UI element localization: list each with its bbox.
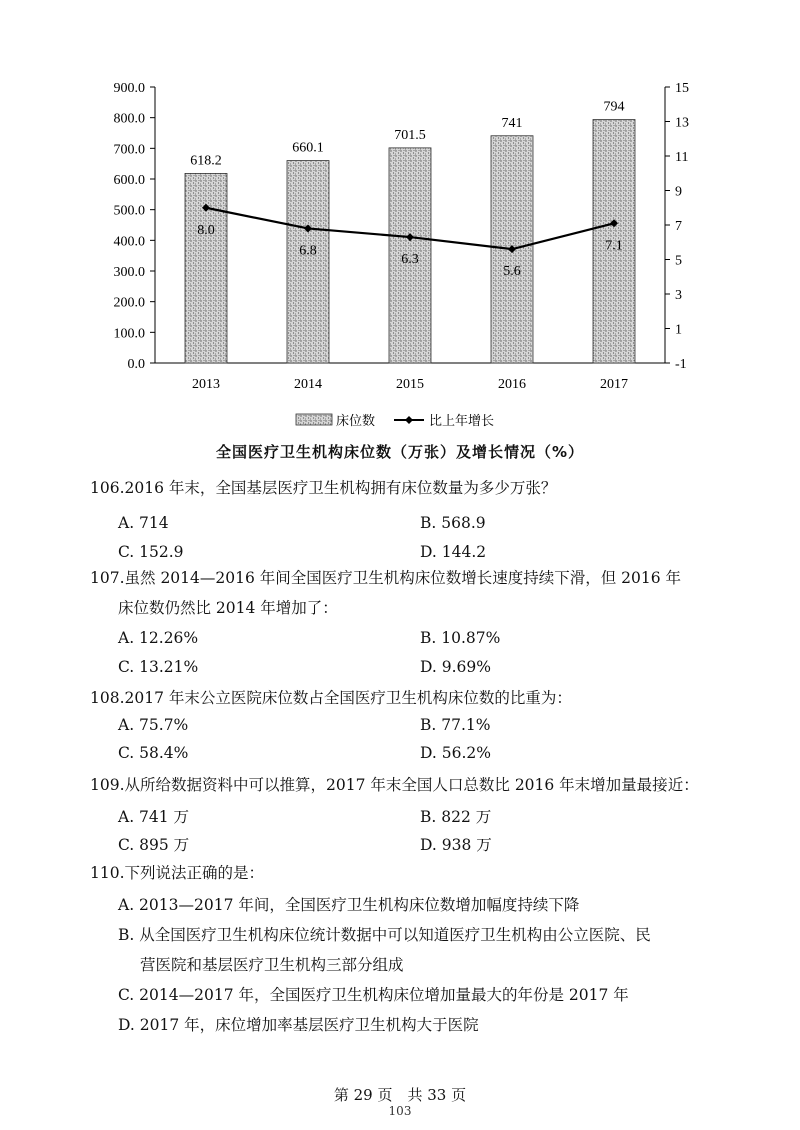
y-left-tick-label: 400.0 [113, 234, 145, 250]
growth-value-label: 7.1 [605, 238, 623, 254]
question-text: 109.从所给数据资料中可以推算，2017 年末全国人口总数比 2016 年末增加量最接近： [90, 776, 699, 794]
bed-count-chart [0, 0, 800, 440]
question-text: 110.下列说法正确的是： [90, 864, 265, 882]
growth-value-label: 6.8 [299, 243, 317, 259]
option-b[interactable]: B. 568.9 [420, 514, 486, 532]
option-b[interactable]: B. 822 万 [420, 808, 492, 826]
option-a[interactable]: A. 714 [118, 514, 169, 532]
question-109 [90, 770, 730, 800]
option-a[interactable]: A. 12.26% [118, 629, 199, 647]
bar-value-label: 794 [603, 99, 625, 115]
option-c[interactable]: C. 2014—2017 年，全国医疗卫生机构床位增加量最大的年份是 2017 年 [118, 986, 629, 1004]
y-left-tick-label: 900.0 [113, 81, 145, 96]
y-left-tick-label: 300.0 [113, 265, 145, 280]
y-left-tick-label: 700.0 [113, 142, 145, 158]
option-c[interactable]: C. 895 万 [118, 836, 190, 854]
bar-value-label: 741 [501, 115, 523, 131]
option-b[interactable]: B. 从全国医疗卫生机构床位统计数据中可以知道医疗卫生机构由公立医院、民 [118, 926, 651, 944]
option-c[interactable]: C. 13.21% [118, 658, 199, 676]
question-106 [90, 473, 730, 503]
x-tick-label: 2016 [498, 377, 526, 392]
question-108 [90, 683, 730, 713]
option-a[interactable]: A. 741 万 [118, 808, 190, 826]
question-text: 106.2016 年末，全国基层医疗卫生机构拥有床位数量为多少万张？ [90, 479, 557, 497]
option-a[interactable]: A. 75.7% [118, 716, 189, 734]
x-tick-label: 2017 [600, 377, 628, 392]
option-b[interactable]: B. 10.87% [420, 629, 501, 647]
growth-value-label: 5.6 [503, 264, 521, 280]
y-right-tick-label: 9 [675, 184, 682, 200]
y-right-tick-label: 1 [675, 322, 682, 338]
question-text: 108.2017 年末公立医院床位数占全国医疗卫生机构床位数的比重为： [90, 689, 572, 707]
y-left-tick-label: 0.0 [127, 357, 145, 372]
growth-value-label: 8.0 [197, 222, 215, 238]
option-b-cont: 营医院和基层医疗卫生机构三部分组成 [140, 956, 404, 974]
legend-line-label: 比上年增长 [429, 414, 495, 429]
option-d[interactable]: D. 9.69% [420, 658, 491, 676]
chart-area [0, 0, 800, 440]
question-text: 107.虽然 2014—2016 年间全国医疗卫生机构床位数增长速度持续下滑，但 2016 年 [90, 569, 682, 587]
option-d[interactable]: D. 938 万 [420, 836, 492, 854]
y-right-tick-label: -1 [675, 357, 687, 372]
y-right-tick-label: 7 [675, 219, 682, 234]
legend-bar-label: 床位数 [336, 414, 376, 429]
page-number: 103 [388, 1104, 412, 1118]
bar [287, 161, 329, 363]
option-d[interactable]: D. 56.2% [420, 744, 491, 762]
option-d[interactable]: D. 2017 年，床位增加率基层医疗卫生机构大于医院 [118, 1016, 479, 1034]
y-left-tick-label: 800.0 [113, 111, 145, 127]
page-footer: 第 29 页 共 33 页 [333, 1086, 467, 1104]
option-a[interactable]: A. 2013—2017 年间，全国医疗卫生机构床位数增加幅度持续下降 [118, 896, 580, 914]
y-right-tick-label: 5 [675, 253, 682, 269]
y-right-tick-label: 3 [675, 288, 682, 303]
y-right-tick-label: 11 [675, 150, 689, 165]
option-c[interactable]: C. 152.9 [118, 543, 184, 561]
chart-title: 全国医疗卫生机构床位数（万张）及增长情况（%） [215, 443, 585, 461]
bar-value-label: 618.2 [190, 153, 222, 169]
y-left-tick-label: 100.0 [113, 326, 145, 342]
y-left-tick-label: 600.0 [113, 173, 145, 188]
y-right-tick-label: 13 [675, 115, 689, 131]
y-left-tick-label: 500.0 [113, 203, 145, 219]
bar-value-label: 701.5 [394, 127, 426, 143]
y-left-tick-label: 200.0 [113, 295, 145, 311]
question-110 [90, 858, 730, 888]
option-b[interactable]: B. 77.1% [420, 716, 491, 734]
legend-bar-swatch [296, 414, 332, 425]
x-tick-label: 2015 [396, 377, 424, 392]
option-c[interactable]: C. 58.4% [118, 744, 189, 762]
bar-value-label: 660.1 [292, 140, 324, 156]
bar [185, 173, 227, 363]
x-tick-label: 2014 [294, 377, 322, 392]
x-tick-label: 2013 [192, 377, 220, 392]
legend-line-marker [405, 416, 413, 424]
question-text-cont: 床位数仍然比 2014 年增加了： [118, 599, 338, 617]
option-d[interactable]: D. 144.2 [420, 543, 487, 561]
growth-value-label: 6.3 [401, 252, 419, 268]
y-right-tick-label: 15 [675, 81, 689, 96]
question-107 [90, 563, 730, 623]
